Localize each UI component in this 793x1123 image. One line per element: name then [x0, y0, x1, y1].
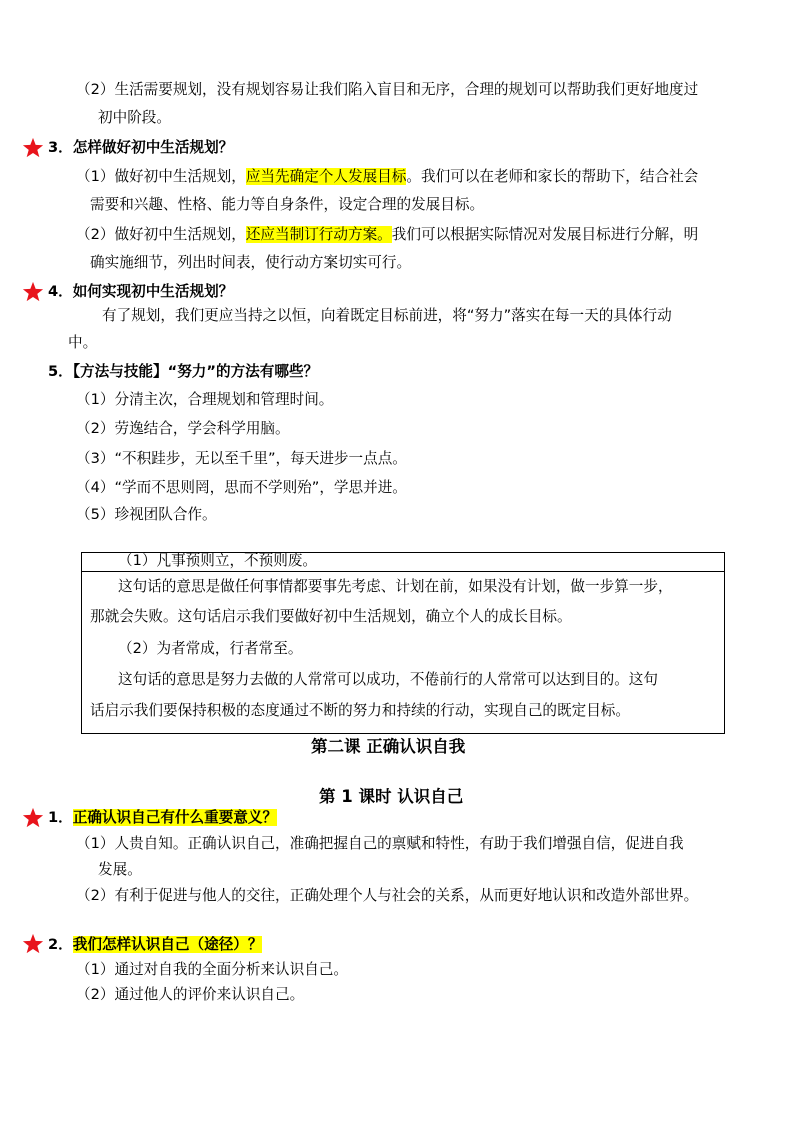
paragraph-line: 发展。	[98, 861, 142, 878]
question-number: 1．	[48, 809, 73, 826]
star-icon	[22, 281, 44, 303]
paragraph-line: 需要和兴趣、性格、能力等自身条件，设定合理的发展目标。	[90, 196, 485, 213]
question-heading: 4．如何实现初中生活规划？	[48, 283, 234, 300]
lesson-title: 第二课 正确认识自我	[311, 737, 466, 756]
box-divider	[82, 571, 724, 572]
quote-heading: （1）凡事预则立，不预则废。	[118, 552, 318, 569]
text-run: （2）做好初中生活规划，	[76, 226, 246, 243]
quote-heading: （2）为者常成，行者常至。	[118, 640, 303, 657]
star-icon	[22, 807, 44, 829]
highlighted-text: 应当先确定个人发展目标	[245, 168, 407, 185]
paragraph-line: 确实施细节，列出时间表，使行动方案切实可行。	[90, 254, 412, 271]
text-run: 我们可以根据实际情况对发展目标进行分解，明	[391, 226, 699, 243]
list-item: （3）“不积跬步，无以至千里”，每天进步一点点。	[76, 450, 407, 467]
paragraph-line: 话启示我们要保持积极的态度通过不断的努力和持续的行动，实现自己的既定目标。	[90, 702, 630, 719]
question-heading: 5．【方法与技能】“努力”的方法有哪些？	[48, 363, 319, 380]
list-item: （4）“学而不思则罔，思而不学则殆”，学思并进。	[76, 479, 407, 496]
question-number: 2．	[48, 936, 73, 953]
lesson-subtitle: 第 1 课时 认识自己	[319, 787, 464, 806]
highlighted-text: 正确认识自己有什么重要意义？	[72, 809, 278, 826]
paragraph-line: （1）通过对自我的全面分析来认识自己。	[76, 961, 348, 978]
highlighted-text: 还应当制订行动方案。	[245, 226, 392, 243]
paragraph-line: 那就会失败。这句话启示我们要做好初中生活规划，确立个人的成长目标。	[90, 608, 572, 625]
paragraph-line: 中。	[68, 334, 98, 351]
paragraph-line: （2）通过他人的评价来认识自己。	[76, 986, 305, 1003]
highlighted-text: 我们怎样认识自己（途径）？	[72, 936, 263, 953]
text-run: 。我们可以在老师和家长的帮助下，结合社会	[406, 168, 699, 185]
paragraph-line: 初中阶段。	[98, 109, 171, 126]
paragraph-line: （1）人贵自知。正确认识自己，准确把握自己的禀赋和特性，有助于我们增强自信，促进自我	[76, 835, 684, 852]
paragraph-line: 这句话的意思是做任何事情都要事先考虑、计划在前，如果没有计划，做一步算一步，	[118, 578, 673, 595]
text-run: （1）做好初中生活规划，	[76, 168, 246, 185]
question-heading: 3．怎样做好初中生活规划？	[48, 139, 234, 156]
paragraph-line: 有了规划，我们更应当持之以恒，向着既定目标前进，将“努力”落实在每一天的具体行动	[102, 307, 672, 324]
paragraph-line	[76, 225, 698, 245]
list-item: （2）劳逸结合，学会科学用脑。	[76, 420, 290, 437]
list-item: （1）分清主次，合理规划和管理时间。	[76, 391, 334, 408]
paragraph-line	[76, 167, 698, 187]
question-heading	[48, 935, 262, 955]
paragraph-line: （2）有利于促进与他人的交往，正确处理个人与社会的关系，从而更好地认识和改造外部世界。	[76, 887, 699, 904]
star-icon	[22, 137, 44, 159]
list-item: （5）珍视团队合作。	[76, 506, 217, 523]
paragraph-line: （2）生活需要规划，没有规划容易让我们陷入盲目和无序，合理的规划可以帮助我们更好地度过	[76, 81, 699, 98]
question-heading	[48, 808, 277, 828]
star-icon	[22, 933, 44, 955]
paragraph-line: 这句话的意思是努力去做的人常常可以成功，不倦前行的人常常可以达到目的。这句	[118, 671, 658, 688]
